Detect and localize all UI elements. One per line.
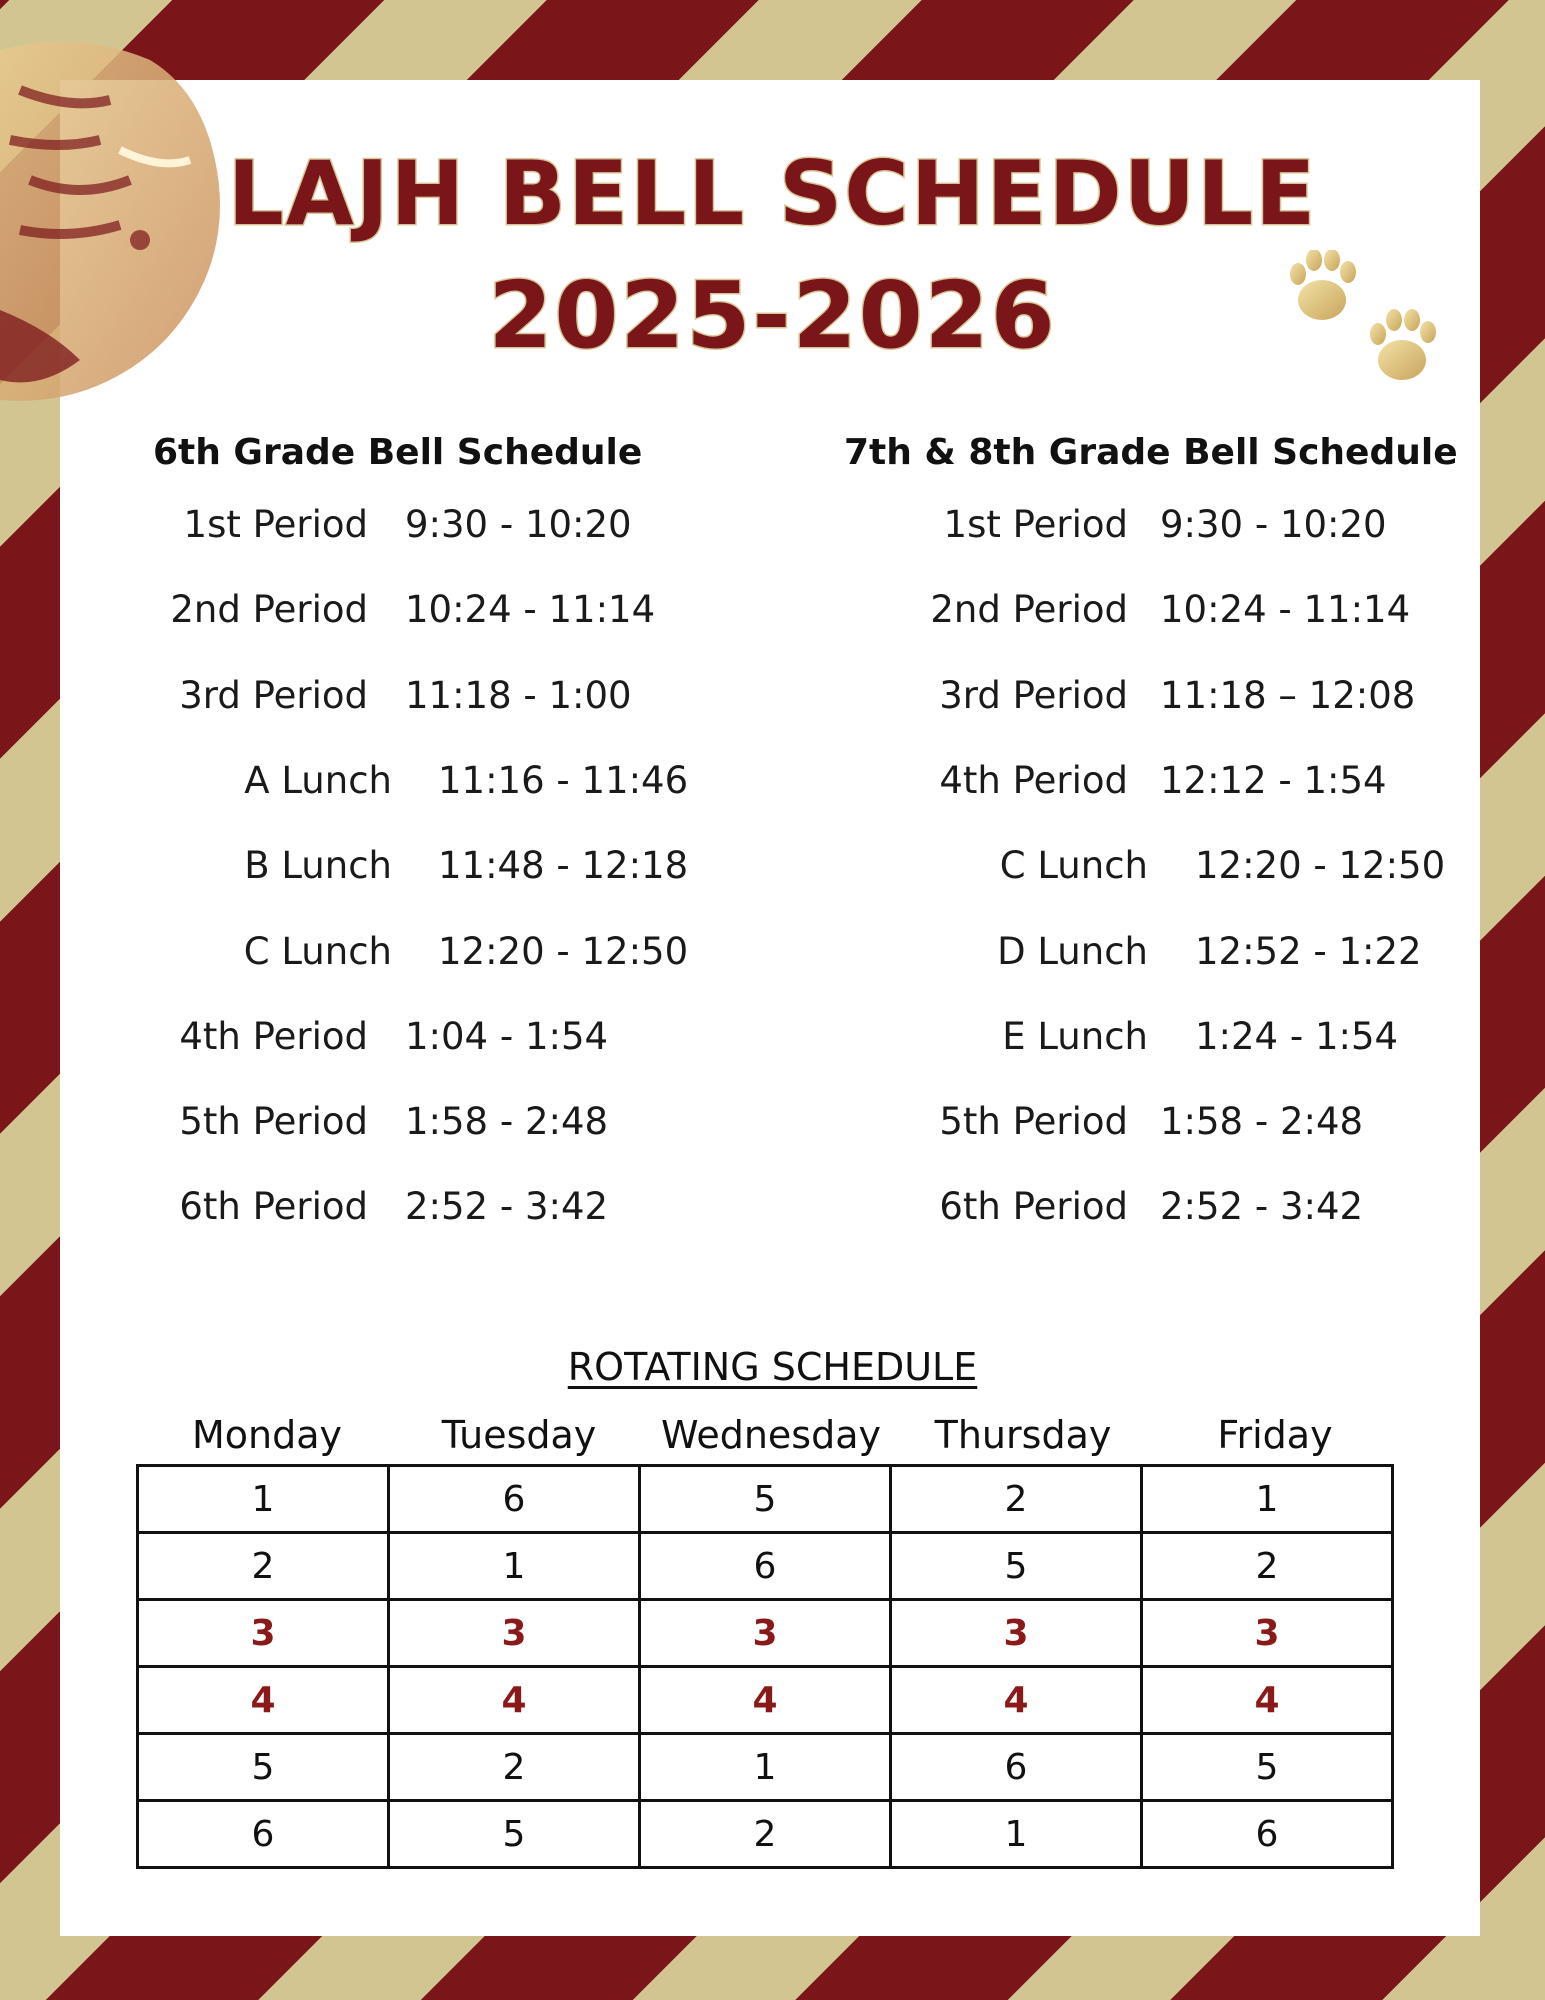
period-time: 12:52 - 1:22 [1195, 929, 1422, 973]
table-cell: 1 [640, 1734, 891, 1801]
table-row [138, 1734, 1393, 1801]
period-label: 6th Period [179, 1185, 368, 1229]
period-time: 11:18 - 1:00 [405, 673, 632, 717]
period-label: C Lunch [243, 929, 392, 973]
period-label: B Lunch [244, 844, 392, 888]
school-year: 2025-2026 [488, 262, 1057, 369]
period-time: 1:04 - 1:54 [405, 1014, 609, 1058]
period-time: 11:18 – 12:08 [1160, 673, 1416, 717]
period-time: 12:12 - 1:54 [1160, 758, 1387, 802]
period-time: 11:48 - 12:18 [438, 844, 689, 888]
rotating-schedule-title: ROTATING SCHEDULE [567, 1345, 978, 1389]
table-cell: 3 [389, 1600, 640, 1667]
table-cell: 1 [138, 1466, 389, 1533]
period-label: 4th Period [179, 1014, 368, 1058]
period-label: D Lunch [997, 929, 1148, 973]
table-cell: 4 [640, 1667, 891, 1734]
period-label: 5th Period [179, 1100, 368, 1144]
table-cell: 3 [891, 1600, 1142, 1667]
period-time: 10:24 - 11:14 [405, 588, 656, 632]
day-header: Tuesday [441, 1413, 597, 1457]
period-label: 6th Period [939, 1185, 1128, 1229]
table-cell: 5 [891, 1533, 1142, 1600]
period-time: 9:30 - 10:20 [405, 503, 632, 546]
period-label: 4th Period [939, 758, 1128, 802]
period-time: 1:58 - 2:48 [405, 1100, 609, 1144]
day-header: Wednesday [660, 1413, 881, 1457]
period-time: 10:24 - 11:14 [1160, 588, 1411, 632]
sixth-grade-heading: 6th Grade Bell Schedule [153, 432, 643, 473]
table-cell: 3 [1142, 1600, 1393, 1667]
period-label: 3rd Period [939, 673, 1128, 717]
table-cell: 4 [389, 1667, 640, 1734]
table-cell: 5 [640, 1466, 891, 1533]
period-label: 1st Period [183, 503, 368, 546]
day-header: Monday [191, 1413, 342, 1457]
period-time: 2:52 - 3:42 [405, 1185, 609, 1229]
table-cell: 6 [891, 1734, 1142, 1801]
table-cell: 2 [1142, 1533, 1393, 1600]
table-row [138, 1667, 1393, 1734]
table-cell: 6 [640, 1533, 891, 1600]
table-cell: 4 [891, 1667, 1142, 1734]
table-cell: 5 [1142, 1734, 1393, 1801]
table-cell: 5 [138, 1734, 389, 1801]
table-cell: 6 [138, 1801, 389, 1868]
table-row [138, 1466, 1393, 1533]
day-header: Thursday [934, 1413, 1112, 1457]
table-row [138, 1801, 1393, 1868]
day-header: Friday [1217, 1413, 1333, 1457]
period-label: 2nd Period [930, 588, 1128, 632]
table-cell: 6 [389, 1466, 640, 1533]
period-time: 2:52 - 3:42 [1160, 1185, 1364, 1229]
table-cell: 2 [640, 1801, 891, 1868]
table-cell: 1 [891, 1801, 1142, 1868]
period-label: C Lunch [999, 844, 1148, 888]
period-label: 5th Period [939, 1100, 1128, 1144]
rotating-schedule-table [136, 1464, 1394, 1869]
table-cell: 4 [1142, 1667, 1393, 1734]
period-label: 2nd Period [170, 588, 368, 632]
period-time: 11:16 - 11:46 [438, 758, 689, 802]
table-row [138, 1533, 1393, 1600]
period-label: E Lunch [1002, 1014, 1148, 1058]
table-cell: 4 [138, 1667, 389, 1734]
period-label: 3rd Period [179, 673, 368, 717]
table-cell: 1 [389, 1533, 640, 1600]
table-cell: 2 [138, 1533, 389, 1600]
period-time: 9:30 - 10:20 [1160, 503, 1387, 546]
period-label: 1st Period [943, 503, 1128, 546]
upper-grade-heading: 7th & 8th Grade Bell Schedule [844, 432, 1458, 473]
period-time: 12:20 - 12:50 [438, 929, 689, 973]
period-time: 1:58 - 2:48 [1160, 1100, 1364, 1144]
table-cell: 3 [640, 1600, 891, 1667]
table-cell: 6 [1142, 1801, 1393, 1868]
table-cell: 5 [389, 1801, 640, 1868]
table-cell: 2 [891, 1466, 1142, 1533]
period-time: 1:24 - 1:54 [1195, 1014, 1399, 1058]
period-time: 12:20 - 12:50 [1195, 844, 1446, 888]
table-row [138, 1600, 1393, 1667]
page-title: LAJH BELL SCHEDULE [227, 142, 1318, 245]
table-cell: 3 [138, 1600, 389, 1667]
period-label: A Lunch [244, 758, 392, 802]
table-cell: 2 [389, 1734, 640, 1801]
table-cell: 1 [1142, 1466, 1393, 1533]
